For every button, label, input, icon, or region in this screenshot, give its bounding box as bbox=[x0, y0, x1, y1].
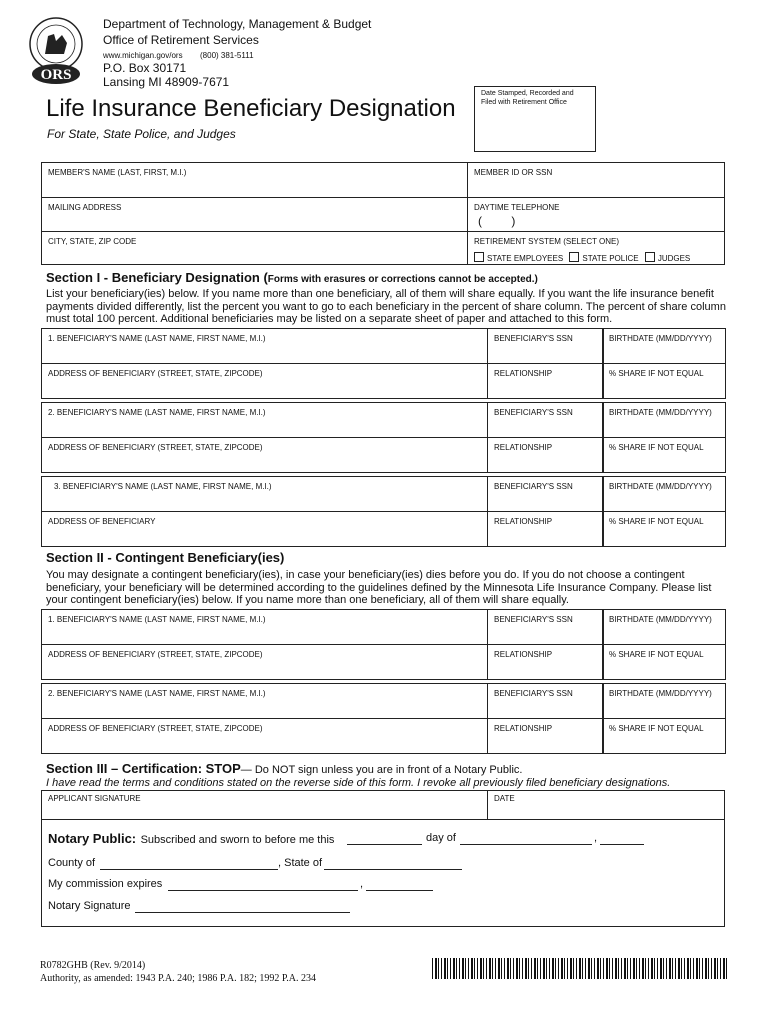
contingent-1-name-field[interactable] bbox=[41, 609, 488, 645]
beneficiary-1-name-field[interactable] bbox=[41, 328, 488, 364]
certification-statement: I have read the terms and conditions stated on the reverse side of this form. I revoke all previously filed beneficiary designations. bbox=[46, 777, 671, 789]
po-box: P.O. Box 30171 bbox=[103, 61, 187, 75]
state-label: , State of bbox=[278, 857, 323, 869]
member-id-label: MEMBER ID OR SSN bbox=[474, 168, 553, 177]
commission-year-line[interactable] bbox=[366, 890, 433, 891]
notary-signature-label: Notary Signature bbox=[48, 900, 131, 912]
checkbox-state-employees[interactable]: STATE EMPLOYEES bbox=[474, 254, 563, 263]
beneficiary-1-name-label: 1. BENEFICIARY'S NAME (LAST NAME, FIRST NAME, M.I.) bbox=[48, 334, 266, 343]
commission-label: My commission expires bbox=[48, 878, 163, 890]
beneficiary-1-relationship-field[interactable] bbox=[487, 363, 604, 399]
beneficiary-1-ssn-label: BENEFICIARY'S SSN bbox=[494, 334, 573, 343]
contingent-1-relationship-label: RELATIONSHIP bbox=[494, 650, 553, 659]
contingent-1-addr-label: ADDRESS OF BENEFICIARY (STREET, STATE, ZIPCODE) bbox=[48, 650, 263, 659]
authority-text: Authority, as amended: 1943 P.A. 240; 1986 P.A. 182; 1992 P.A. 234 bbox=[40, 973, 317, 984]
date-field[interactable] bbox=[487, 790, 725, 820]
beneficiary-2-ssn-label: BENEFICIARY'S SSN bbox=[494, 408, 573, 417]
mailing-address-field[interactable] bbox=[41, 197, 468, 232]
section3-title: Section III – Certification: STOP— Do NOT sign unless you are in front of a Notary Public. bbox=[46, 761, 523, 776]
office-name: Office of Retirement Services bbox=[103, 33, 259, 47]
contingent-1-birth-label: BIRTHDATE (MM/DD/YYYY) bbox=[609, 615, 712, 624]
beneficiary-1-share-label: % SHARE IF NOT EQUAL bbox=[609, 369, 704, 378]
beneficiary-1-birth-label: BIRTHDATE (MM/DD/YYYY) bbox=[609, 334, 712, 343]
beneficiary-1-share-field[interactable] bbox=[602, 363, 726, 399]
section2-title: Section II - Contingent Beneficiary(ies) bbox=[46, 550, 285, 565]
retirement-system-field bbox=[467, 231, 725, 265]
section1-instructions: List your beneficiary(ies) below. If you name more than one beneficiary, all of them will share equally. If you want the life insurance benefit payments divided differently, list the percent you want to go to each beneficiary in the percent of share column. The percent of share column must total 100 percent. Additional beneficiaries may be listed on a separate sheet of paper and attached to this form. bbox=[46, 288, 726, 325]
phone-field[interactable] bbox=[467, 197, 725, 232]
beneficiary-3-ssn-label: BENEFICIARY'S SSN bbox=[494, 482, 573, 491]
beneficiary-3-share-field[interactable] bbox=[602, 511, 726, 547]
web-address: www.michigan.gov/ors bbox=[103, 51, 183, 60]
beneficiary-2-relationship-label: RELATIONSHIP bbox=[494, 443, 553, 452]
contingent-2-relationship-field[interactable] bbox=[487, 718, 604, 754]
checkbox-state-police[interactable]: STATE POLICE bbox=[569, 254, 638, 263]
stamp-box-label: Date Stamped, Recorded and Filed with Retirement Office bbox=[481, 90, 574, 106]
beneficiary-2-name-field[interactable] bbox=[41, 402, 488, 438]
notary-year-line[interactable] bbox=[600, 844, 644, 845]
contingent-2-ssn-label: BENEFICIARY'S SSN bbox=[494, 689, 573, 698]
contingent-1-ssn-field[interactable] bbox=[487, 609, 604, 645]
beneficiary-3-birth-field[interactable] bbox=[602, 476, 726, 512]
contingent-2-share-field[interactable] bbox=[602, 718, 726, 754]
page-subtitle: For State, State Police, and Judges bbox=[47, 127, 236, 141]
phone-number: (800) 381-5111 bbox=[200, 51, 254, 60]
beneficiary-3-addr-label: ADDRESS OF BENEFICIARY bbox=[48, 517, 156, 526]
phone-paren-open: ( bbox=[478, 214, 482, 228]
dept-name: Department of Technology, Management & Budget bbox=[103, 17, 372, 31]
member-name-label: MEMBER'S NAME (LAST, FIRST, M.I.) bbox=[48, 168, 187, 177]
checkbox-icon bbox=[474, 252, 484, 262]
contingent-1-name-label: 1. BENEFICIARY'S NAME (LAST NAME, FIRST NAME, M.I.) bbox=[48, 615, 266, 624]
contingent-1-addr-field[interactable] bbox=[41, 644, 488, 680]
beneficiary-3-name-label: 3. BENEFICIARY'S NAME (LAST NAME, FIRST NAME, M.I.) bbox=[54, 482, 272, 491]
contingent-2-name-field[interactable] bbox=[41, 683, 488, 719]
beneficiary-2-addr-label: ADDRESS OF BENEFICIARY (STREET, STATE, ZIPCODE) bbox=[48, 443, 263, 452]
beneficiary-3-share-label: % SHARE IF NOT EQUAL bbox=[609, 517, 704, 526]
contingent-2-addr-field[interactable] bbox=[41, 718, 488, 754]
ors-logo-text: ORS bbox=[40, 67, 72, 83]
beneficiary-2-addr-field[interactable] bbox=[41, 437, 488, 473]
beneficiary-2-share-field[interactable] bbox=[602, 437, 726, 473]
beneficiary-3-addr-field[interactable] bbox=[41, 511, 488, 547]
beneficiary-1-birth-field[interactable] bbox=[602, 328, 726, 364]
contingent-1-share-label: % SHARE IF NOT EQUAL bbox=[609, 650, 704, 659]
checkbox-icon bbox=[645, 252, 655, 262]
commission-line[interactable] bbox=[168, 890, 358, 891]
beneficiary-2-ssn-field[interactable] bbox=[487, 402, 604, 438]
notary-day-line[interactable] bbox=[347, 844, 422, 845]
beneficiary-1-ssn-field[interactable] bbox=[487, 328, 604, 364]
notary-signature-line[interactable] bbox=[135, 912, 350, 913]
state-line[interactable] bbox=[324, 869, 462, 870]
beneficiary-3-birth-label: BIRTHDATE (MM/DD/YYYY) bbox=[609, 482, 712, 491]
page-title: Life Insurance Beneficiary Designation bbox=[46, 95, 456, 122]
beneficiary-2-relationship-field[interactable] bbox=[487, 437, 604, 473]
contingent-2-name-label: 2. BENEFICIARY'S NAME (LAST NAME, FIRST NAME, M.I.) bbox=[48, 689, 266, 698]
section2-instructions: You may designate a contingent beneficiary(ies), in case your beneficiary(ies) dies before you do. If you do not choose a contingent beneficiary, your beneficiary will be determined according to the guidelines defined by the Minnesota Life Insurance Company. Please list your contingent beneficiary(ies) below. If you name more than one beneficiary, all of them will share equally. bbox=[46, 569, 712, 606]
beneficiary-2-share-label: % SHARE IF NOT EQUAL bbox=[609, 443, 704, 452]
county-line[interactable] bbox=[100, 869, 278, 870]
member-name-field[interactable] bbox=[41, 162, 468, 198]
section1-title: Section I - Beneficiary Designation (Forms with erasures or corrections cannot be accepted.) bbox=[46, 270, 538, 285]
contingent-2-share-label: % SHARE IF NOT EQUAL bbox=[609, 724, 704, 733]
form-number: R0782GHB (Rev. 9/2014) bbox=[40, 960, 146, 971]
county-label: County of bbox=[48, 857, 96, 869]
contingent-1-relationship-field[interactable] bbox=[487, 644, 604, 680]
ors-logo bbox=[28, 14, 84, 88]
commission-comma: , bbox=[360, 878, 364, 890]
beneficiary-1-relationship-label: RELATIONSHIP bbox=[494, 369, 553, 378]
city-address: Lansing MI 48909-7671 bbox=[103, 75, 230, 89]
beneficiary-2-birth-field[interactable] bbox=[602, 402, 726, 438]
applicant-signature-label: APPLICANT SIGNATURE bbox=[48, 794, 141, 803]
beneficiary-3-name-field[interactable] bbox=[41, 476, 488, 512]
beneficiary-1-addr-label: ADDRESS OF BENEFICIARY (STREET, STATE, ZIPCODE) bbox=[48, 369, 263, 378]
checkbox-judges[interactable]: JUDGES bbox=[645, 254, 690, 263]
contingent-2-birth-field[interactable] bbox=[602, 683, 726, 719]
notary-title: Notary Public: Subscribed and sworn to before me this bbox=[48, 831, 335, 846]
phone-paren-close: ) bbox=[511, 214, 516, 228]
contingent-2-ssn-field[interactable] bbox=[487, 683, 604, 719]
phone-label: DAYTIME TELEPHONE bbox=[474, 203, 560, 212]
retirement-system-label: RETIREMENT SYSTEM (SELECT ONE) bbox=[474, 237, 620, 246]
city-state-zip-field[interactable] bbox=[41, 231, 468, 265]
member-id-field[interactable] bbox=[467, 162, 725, 198]
stamp-box bbox=[474, 86, 596, 152]
beneficiary-3-relationship-field[interactable] bbox=[487, 511, 604, 547]
beneficiary-1-addr-field[interactable] bbox=[41, 363, 488, 399]
mailing-address-label: MAILING ADDRESS bbox=[48, 203, 122, 212]
beneficiary-3-relationship-label: RELATIONSHIP bbox=[494, 517, 553, 526]
contingent-2-relationship-label: RELATIONSHIP bbox=[494, 724, 553, 733]
beneficiary-2-name-label: 2. BENEFICIARY'S NAME (LAST NAME, FIRST NAME, M.I.) bbox=[48, 408, 266, 417]
notary-month-line[interactable] bbox=[460, 844, 592, 845]
beneficiary-2-birth-label: BIRTHDATE (MM/DD/YYYY) bbox=[609, 408, 712, 417]
contingent-1-ssn-label: BENEFICIARY'S SSN bbox=[494, 615, 573, 624]
contingent-1-birth-field[interactable] bbox=[602, 609, 726, 645]
notary-day-of: day of bbox=[426, 832, 456, 844]
barcode bbox=[432, 958, 728, 979]
contingent-1-share-field[interactable] bbox=[602, 644, 726, 680]
checkbox-icon bbox=[569, 252, 579, 262]
city-state-zip-label: CITY, STATE, ZIP CODE bbox=[48, 237, 137, 246]
date-label: DATE bbox=[494, 794, 515, 803]
contingent-2-birth-label: BIRTHDATE (MM/DD/YYYY) bbox=[609, 689, 712, 698]
applicant-signature-field[interactable] bbox=[41, 790, 488, 820]
contingent-2-addr-label: ADDRESS OF BENEFICIARY (STREET, STATE, ZIPCODE) bbox=[48, 724, 263, 733]
notary-comma: , bbox=[594, 832, 598, 844]
beneficiary-3-ssn-field[interactable] bbox=[487, 476, 604, 512]
